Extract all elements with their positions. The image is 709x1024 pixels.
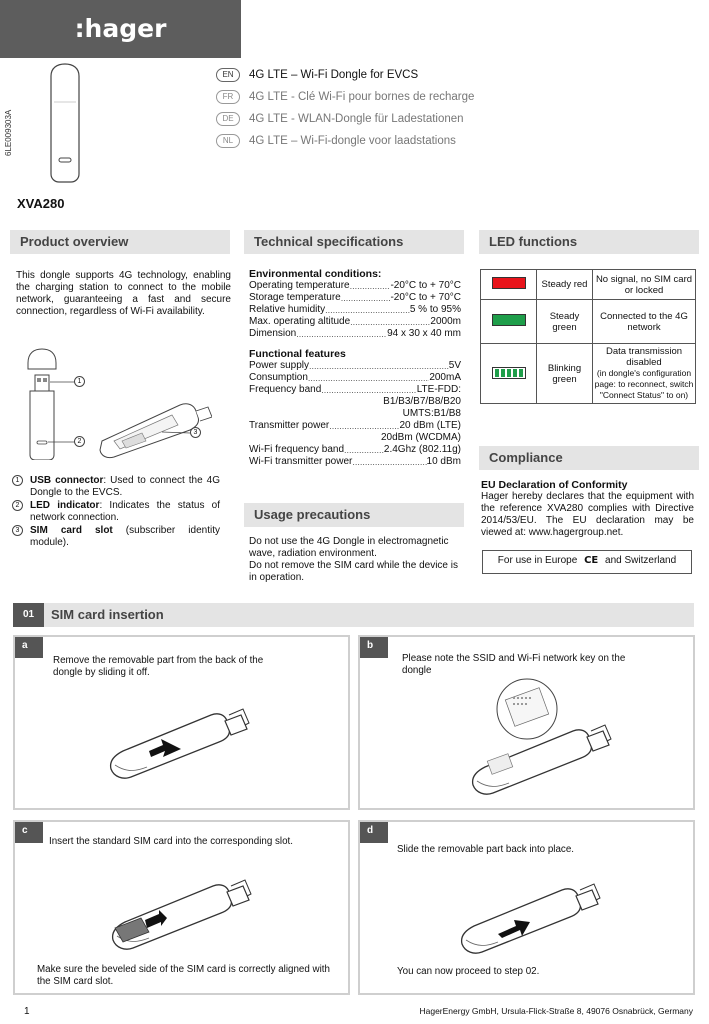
spec-value: 2000m [430, 316, 461, 327]
led-blinking-swatch [492, 367, 526, 379]
led-swatch-cell [481, 300, 537, 344]
eu-declaration-title: EU Declaration of Conformity [481, 479, 628, 491]
spec-storage-temp [249, 292, 461, 304]
step-number: 01 [13, 603, 44, 627]
step-panel-a [13, 635, 350, 810]
led-meaning: Connected to the 4G network [593, 300, 696, 344]
led-meaning-cell [593, 344, 696, 404]
step-note: You can now proceed to step 02. [397, 966, 540, 977]
specifications-list [249, 268, 461, 468]
language-code: NL [216, 134, 240, 148]
language-row-de [216, 110, 474, 128]
spec-value: LTE-FDD: [416, 384, 461, 395]
spec-wifi-power [249, 456, 461, 468]
step-letter: c [15, 822, 43, 843]
spec-power-supply [249, 360, 461, 372]
language-title: 4G LTE – Wi-Fi Dongle for EVCS [249, 69, 419, 81]
led-state: Steady red [537, 270, 593, 300]
step-letter: b [360, 637, 388, 658]
dongle-label-illustration [465, 675, 615, 800]
spec-label: Wi-Fi transmitter power [249, 456, 353, 467]
spec-value: 200mA [429, 372, 461, 383]
spec-value: 5 % to 95% [409, 304, 461, 315]
spec-label: Operating temperature [249, 280, 350, 291]
hager-logo: :hager [0, 0, 241, 58]
led-note: (in dongle's configuration page: to reconnect, switch "Connect Status" to on) [594, 368, 694, 400]
callout-1: 1 [74, 376, 85, 387]
language-title: 4G LTE - Clé Wi-Fi pour bornes de recharge [249, 91, 475, 103]
document-number: 6LE009303A [4, 109, 13, 157]
spec-altitude [249, 316, 461, 328]
step-panel-c [13, 820, 350, 995]
spec-label: Transmitter power [249, 420, 330, 431]
led-state: Steady green [537, 300, 593, 344]
language-code: EN [216, 68, 240, 82]
legend-term: USB connector [30, 475, 104, 486]
led-row-blinking-green [481, 344, 696, 404]
callout-3: 3 [190, 427, 201, 438]
spec-humidity [249, 304, 461, 316]
spec-wifi-band [249, 444, 461, 456]
spec-label: Storage temperature [249, 292, 341, 303]
legend-item-led [12, 500, 220, 524]
usage-region-text: and Switzerland [605, 555, 677, 566]
step-panel-d [358, 820, 695, 995]
language-code: FR [216, 90, 240, 104]
step-instruction: Insert the standard SIM card into the corresponding slot. [49, 836, 293, 847]
sim-insertion-header [13, 603, 694, 627]
usage-region-text: For use in Europe [497, 555, 578, 566]
language-title: 4G LTE – Wi-Fi-dongle voor laadstations [249, 135, 456, 147]
dongle-product-image [45, 62, 85, 184]
spec-label: Wi-Fi frequency band [249, 444, 345, 455]
language-title: 4G LTE - WLAN-Dongle für Ladestationen [249, 113, 464, 125]
step-instruction: Slide the removable part back into place. [397, 844, 574, 855]
spec-dimension [249, 328, 461, 340]
product-legend [12, 475, 220, 549]
page-number: 1 [24, 1006, 30, 1017]
language-code: DE [216, 112, 240, 126]
led-functions-table [480, 269, 696, 404]
spec-value: -20°C to + 70°C [390, 292, 461, 303]
spec-label: Consumption [249, 372, 308, 383]
spec-value: 94 x 30 x 40 mm [387, 328, 461, 339]
led-row-steady-red [481, 270, 696, 300]
ce-mark: CE [584, 555, 599, 566]
technical-specifications-heading: Technical specifications [244, 230, 464, 254]
step-instruction: Remove the removable part from the back of the dongle by sliding it off. [53, 655, 264, 678]
step-panel-b [358, 635, 695, 810]
legend-text: : Used to connect the 4G Dongle to the EVCS. [30, 475, 220, 498]
spec-label: Max. operating altitude [249, 316, 351, 327]
spec-transmitter-wcdma: 20dBm (WCDMA) [380, 432, 461, 443]
compliance-section [481, 479, 694, 539]
language-row-nl [216, 132, 474, 150]
dongle-slide-off-illustration [103, 699, 253, 789]
spec-frequency-umts: UMTS:B1/B8 [402, 408, 461, 419]
language-row-en [216, 66, 474, 84]
spec-value: 10 dBm [426, 456, 461, 467]
model-name: XVA280 [17, 196, 65, 211]
led-state: Blinking green [537, 344, 593, 404]
led-meaning: No signal, no SIM card or locked [593, 270, 696, 300]
precaution-line: Do not remove the SIM card while the device is in operation. [249, 560, 458, 583]
led-meaning: Data transmission disabled [605, 346, 683, 368]
led-green-swatch [492, 314, 526, 326]
product-overview-heading: Product overview [10, 230, 230, 254]
led-red-swatch [492, 277, 526, 289]
legend-item-sim [12, 525, 220, 549]
precaution-line: Do not use the 4G Dongle in electromagnetic wave, radiation environment. [249, 536, 449, 559]
usage-region-box [482, 550, 692, 574]
dongle-slide-on-illustration [454, 874, 604, 964]
led-row-steady-green [481, 300, 696, 344]
spec-value: -20°C to + 70°C [390, 280, 461, 291]
spec-transmitter-power [249, 420, 461, 432]
spec-frequency-bands: B1/B3/B7/B8/B20 [383, 396, 461, 407]
dongle-overview-diagram [22, 345, 212, 460]
legend-term: LED indicator [30, 500, 100, 511]
spec-label: Dimension [249, 328, 297, 339]
led-swatch-cell [481, 270, 537, 300]
legend-number: 2 [12, 500, 23, 511]
legend-item-usb [12, 475, 220, 499]
step-note: Make sure the beveled side of the SIM card is correctly aligned with the SIM card slot. [37, 964, 330, 987]
step-letter: d [360, 822, 388, 843]
led-swatch-cell [481, 344, 537, 404]
legend-text: (subscriber identity module). [30, 525, 220, 548]
legend-number: 1 [12, 475, 23, 486]
usage-precautions-text [249, 536, 464, 584]
company-address: HagerEnergy GmbH, Ursula-Flick-Straße 8, 49076 Osnabrück, Germany [419, 1006, 693, 1016]
spec-value: 20 dBm (LTE) [399, 420, 461, 431]
spec-label: Power supply [249, 360, 310, 371]
legend-term: SIM card slot [30, 525, 113, 536]
step-instruction: Please note the SSID and Wi-Fi network key on the dongle [402, 653, 626, 676]
legend-number: 3 [12, 525, 23, 536]
eu-declaration-text: Hager hereby declares that the equipment with the reference XVA280 complies with Directive 2014/53/EU. The EU declaration may be viewed at: www.hagergroup.net. [481, 491, 694, 538]
usage-precautions-heading: Usage precautions [244, 503, 464, 527]
led-functions-heading: LED functions [479, 230, 699, 254]
spec-value: 5V [448, 360, 461, 371]
language-list [216, 66, 474, 150]
spec-label: Frequency band [249, 384, 322, 395]
callout-2: 2 [74, 436, 85, 447]
functional-title: Functional features [249, 348, 346, 360]
compliance-heading: Compliance [479, 446, 699, 470]
spec-frequency-band [249, 384, 461, 396]
environmental-title: Environmental conditions: [249, 268, 382, 280]
language-row-fr [216, 88, 474, 106]
product-description: This dongle supports 4G technology, enabling the charging station to connect to the mobile network, guaranteeing a fast and secure connection, regardless of Wi-Fi availability. [16, 270, 231, 317]
step-letter: a [15, 637, 43, 658]
spec-operating-temp [249, 280, 461, 292]
spec-label: Relative humidity [249, 304, 326, 315]
spec-consumption [249, 372, 461, 384]
sim-insert-illustration [105, 870, 255, 960]
sim-insertion-title: SIM card insertion [51, 607, 164, 622]
legend-text: : Indicates the status of network connection. [30, 500, 220, 523]
spec-value: 2.4Ghz (802.11g) [383, 444, 461, 455]
